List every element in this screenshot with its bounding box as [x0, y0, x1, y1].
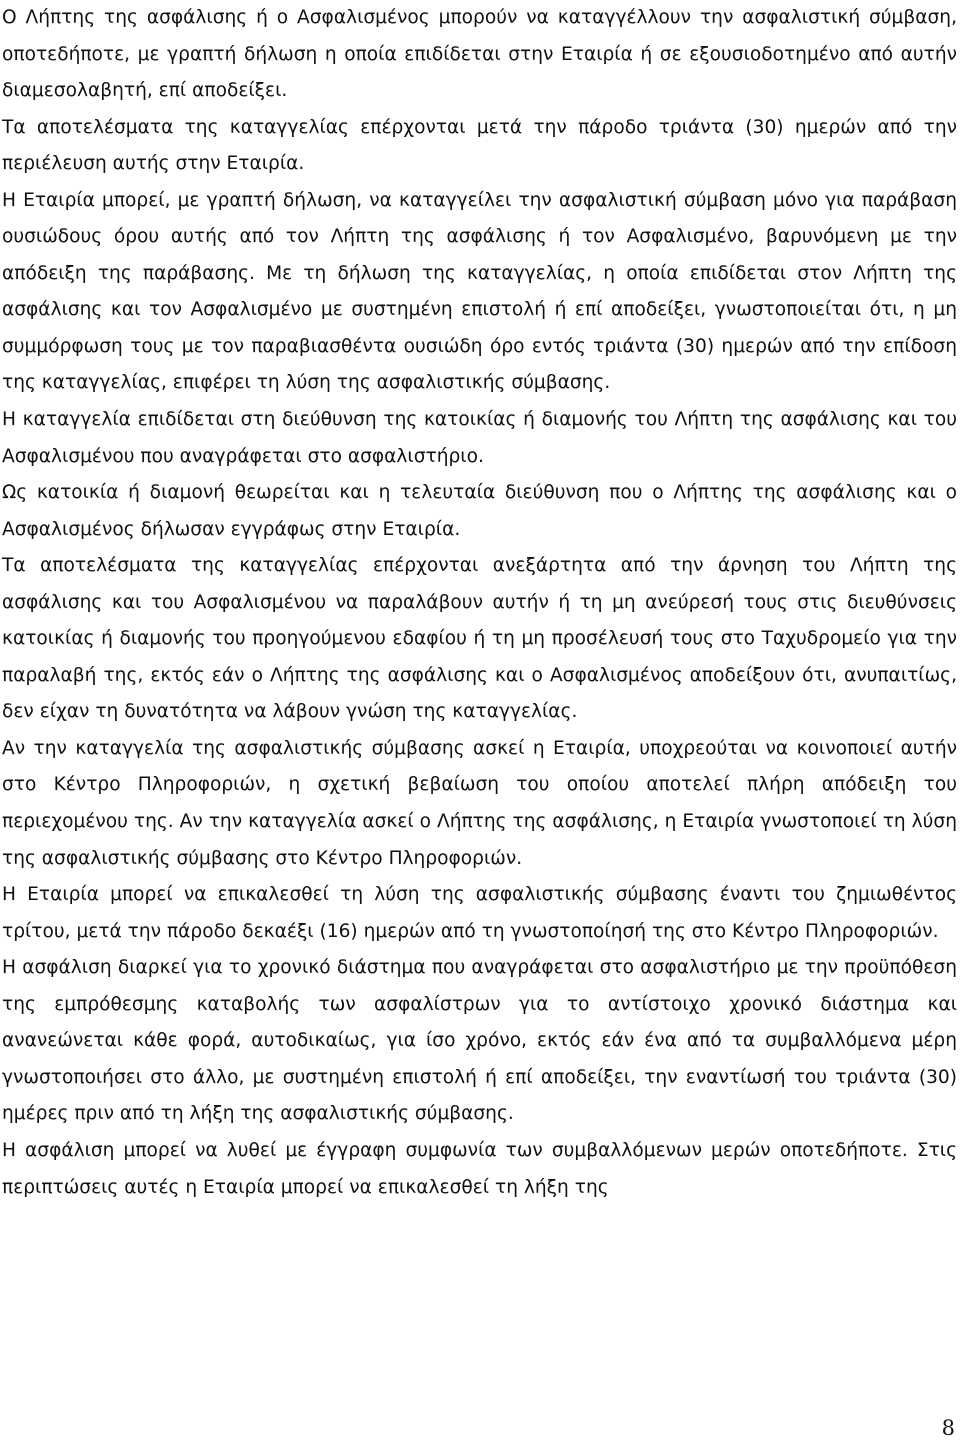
- paragraph-mutual-agreement: Η ασφάλιση μπορεί να λυθεί με έγγραφη συμφωνία των συμβαλλόμενων μερών οποτεδήποτε. Στις περιπτώσεις αυτές η Εταιρία μπορεί να επικαλεσθεί τη λήξη της: [2, 1139, 957, 1198]
- paragraph-third-party-effect: Η Εταιρία μπορεί να επικαλεσθεί τη λύση της ασφαλιστικής σύμβασης έναντι του ζημιωθέντος τρίτου, μετά την πάροδο δεκαέξι (16) ημερών από τη γνωστοποίησή της στο Κέντρο Πληροφοριών.: [2, 884, 957, 942]
- paragraph-termination-by-company: Η Εταιρία μπορεί, με γραπτή δήλωση, να καταγγείλει την ασφαλιστική σύμβαση μόνο για παράβαση ουσιώδους όρου αυτής από τον Λήπτη της ασφάλισης ή τον Ασφαλισμένο, βαρυνόμενη με την απόδειξη της παράβασης. Με τη δήλωση της καταγγελίας, η οποία επιδίδεται στον Λήπτη της ασφάλισης και τον Ασφαλισμένο με συστημένη επιστολή ή επί αποδείξει, γνωστοποιείται ότι, η μη συμμόρφωση τους με τον παραβιασθέντα ουσιώδη όρο εντός τριάντα (30) ημερών από την επίδοση της καταγγελίας, επιφέρει τη λύση της ασφαλιστικής σύμβασης.: [2, 189, 957, 394]
- page-number: 8: [941, 1416, 955, 1440]
- paragraph-termination-by-policyholder: Ο Λήπτης της ασφάλισης ή ο Ασφαλισμένος μπορούν να καταγγέλλουν την ασφαλιστική σύμβαση, οποτεδήποτε, με γραπτή δήλωση η οποία επιδίδεται στην Εταιρία ή σε εξουσιοδοτημένο από αυτήν διαμεσολαβητή, επί αποδείξει.: [2, 7, 957, 102]
- paragraph-termination-effect-regardless: Τα αποτελέσματα της καταγγελίας επέρχονται ανεξάρτητα από την άρνηση του Λήπτη της ασφάλισης και του Ασφαλισμένου να παραλάβουν αυτήν ή τη μη ανεύρεσή τους στις διευθύνσεις κατοικίας ή διαμονής του προηγούμενου εδαφίου ή τη μη προσέλευσή τους στο Ταχυδρομείο για την παραλαβή της, εκτός εάν ο Λήπτης της ασφάλισης και ο Ασφαλισμένος αποδείξουν ότι, ανυπαιτίως, δεν είχαν τη δυνατότητα να λάβουν γνώση της καταγγελίας.: [2, 555, 957, 723]
- paragraph-residence-definition: Ως κατοικία ή διαμονή θεωρείται και η τελευταία διεύθυνση που ο Λήπτης της ασφάλισης και ο Ασφαλισμένος δήλωσαν εγγράφως στην Εταιρία.: [2, 482, 957, 540]
- paragraph-insurance-duration: Η ασφάλιση διαρκεί για το χρονικό διάστημα που αναγράφεται στο ασφαλιστήριο με την προϋπόθεση της εμπρόθεσμης καταβολής των ασφαλίστρων για το αντίστοιχο χρονικό διάστημα και ανανεώνεται κάθε φορά, αυτοδικαίως, για ίσο χρόνο, εκτός εάν ένα από τα συμβαλλόμενα μέρη γνωστοποιήσει στο άλλο, με συστημένη επιστολή ή επί αποδείξει, την εναντίωσή του τριάντα (30) ημέρες πριν από τη λήξη της ασφαλιστικής σύμβασης.: [2, 957, 957, 1125]
- paragraph-termination-effect: Τα αποτελέσματα της καταγγελίας επέρχονται μετά την πάροδο τριάντα (30) ημερών από την περιέλευση αυτής στην Εταιρία.: [2, 116, 957, 175]
- paragraph-information-center-notice: Αν την καταγγελία της ασφαλιστικής σύμβασης ασκεί η Εταιρία, υποχρεούται να κοινοποιεί αυτήν στο Κέντρο Πληροφοριών, η σχετική βεβαίωση του οποίου αποτελεί πλήρη απόδειξη του περιεχομένου της. Αν την καταγγελία ασκεί ο Λήπτης της ασφάλισης, η Εταιρία γνωστοποιεί τη λύση της ασφαλιστικής σύμβασης στο Κέντρο Πληροφοριών.: [2, 737, 957, 869]
- paragraph-notice-address: Η καταγγελία επιδίδεται στη διεύθυνση της κατοικίας ή διαμονής του Λήπτη της ασφάλισης και του Ασφαλισμένου που αναγράφεται στο ασφαλιστήριο.: [2, 409, 957, 467]
- document-body: [2, 0, 957, 1206]
